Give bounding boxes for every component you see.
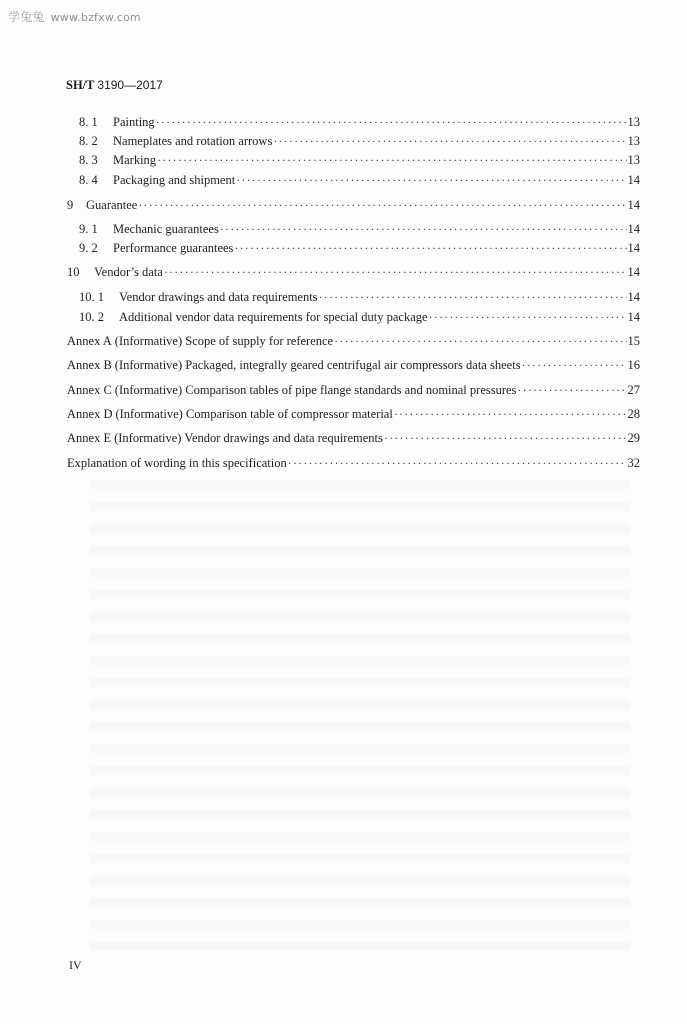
toc-title: (Informative) Comparison table of compressor material: [115, 407, 393, 421]
page-number: IV: [69, 958, 82, 972]
toc-entry-annex-c[interactable]: [67, 382, 640, 398]
toc-page: 32: [627, 456, 640, 470]
toc-page: 14: [627, 265, 640, 279]
toc-number: 8. 4: [79, 173, 98, 187]
toc-number: Annex C: [67, 383, 112, 397]
toc-number: 9: [67, 198, 74, 212]
toc-entry-10[interactable]: [67, 264, 640, 280]
leader-dots: [138, 197, 626, 213]
toc-entry-9[interactable]: [67, 197, 640, 213]
toc-number: 10. 1: [79, 290, 104, 304]
leader-dots: [394, 406, 627, 422]
toc-title: Additional vendor data requirements for special duty package: [119, 310, 428, 324]
toc-entry-8-2[interactable]: [79, 133, 640, 149]
toc-number: 8. 2: [79, 134, 98, 148]
standard-code-number: 3190—2017: [97, 78, 163, 92]
leader-dots: [334, 333, 626, 349]
toc-title: Marking: [113, 153, 157, 167]
toc-page: 13: [627, 153, 640, 167]
toc-title: (Informative) Comparison tables of pipe flange standards and nominal pressures: [114, 383, 517, 397]
toc-page: 13: [627, 115, 640, 129]
toc-title: Vendor’s data: [94, 265, 163, 279]
leader-dots: [164, 264, 627, 280]
toc-entry-8-4[interactable]: [79, 172, 640, 188]
toc-entry-annex-d[interactable]: [67, 406, 640, 422]
toc-title: (Informative) Scope of supply for reference: [114, 334, 334, 348]
toc-entry-9-1[interactable]: [79, 221, 640, 237]
standard-code-prefix: SH/T: [66, 78, 95, 92]
watermark-site: www.bzfxw.com: [50, 11, 141, 24]
toc-entry-10-1[interactable]: [79, 289, 640, 305]
leader-dots: [517, 382, 626, 398]
toc-entry-annex-a[interactable]: [67, 333, 640, 349]
toc-title: Guarantee: [86, 198, 138, 212]
toc-number: 9. 1: [79, 222, 98, 236]
toc-number: 9. 2: [79, 241, 98, 255]
toc-page: 27: [627, 383, 640, 397]
toc-entry-annex-b[interactable]: [67, 357, 640, 373]
toc-page: 13: [627, 134, 640, 148]
toc-number: 10: [67, 265, 80, 279]
toc-title: Painting: [113, 115, 155, 129]
toc-number: 10. 2: [79, 310, 104, 324]
leader-dots: [319, 289, 627, 305]
toc-number: Annex B: [67, 358, 112, 372]
toc-title: Explanation of wording in this specification: [67, 456, 287, 470]
toc-entry-9-2[interactable]: [79, 240, 640, 256]
leader-dots: [522, 357, 627, 373]
toc-title: Mechanic guarantees: [113, 222, 219, 236]
toc-entry-8-3[interactable]: [79, 152, 640, 168]
toc-title: Nameplates and rotation arrows: [113, 134, 273, 148]
toc-number: Annex E: [67, 431, 112, 445]
toc-page: 29: [627, 431, 640, 445]
leader-dots: [236, 172, 626, 188]
leader-dots: [288, 455, 627, 471]
toc-entry-annex-e[interactable]: [67, 430, 640, 446]
leader-dots: [157, 152, 626, 168]
toc-page: 14: [627, 198, 640, 212]
toc-page: 14: [627, 290, 640, 304]
toc-title: (Informative) Packaged, integrally geared centrifugal air compressors data sheets: [114, 358, 521, 372]
toc-page: 14: [627, 173, 640, 187]
toc-page: 14: [627, 241, 640, 255]
watermark-brand: 学兔兔: [8, 10, 45, 24]
toc-title: (Informative) Vendor drawings and data requirements: [114, 431, 383, 445]
toc-page: 28: [627, 407, 640, 421]
toc-page: 15: [627, 334, 640, 348]
leader-dots: [220, 221, 627, 237]
toc-page: 14: [627, 222, 640, 236]
toc-title: Packaging and shipment: [113, 173, 236, 187]
toc-entry-10-2[interactable]: [79, 309, 640, 325]
toc-number: 8. 3: [79, 153, 98, 167]
leader-dots: [429, 309, 627, 325]
toc-page: 14: [627, 310, 640, 324]
leader-dots: [384, 430, 627, 446]
toc-number: Annex A: [67, 334, 112, 348]
toc-number: Annex D: [67, 407, 113, 421]
toc-entry-explanation[interactable]: [67, 455, 640, 471]
toc-entry-8-1[interactable]: [79, 114, 640, 130]
toc-title: Performance guarantees: [113, 241, 234, 255]
leader-dots: [156, 114, 627, 130]
toc-title: Vendor drawings and data requirements: [119, 290, 318, 304]
toc-number: 8. 1: [79, 115, 98, 129]
leader-dots: [273, 133, 626, 149]
leader-dots: [234, 240, 626, 256]
toc-page: 16: [627, 358, 640, 372]
